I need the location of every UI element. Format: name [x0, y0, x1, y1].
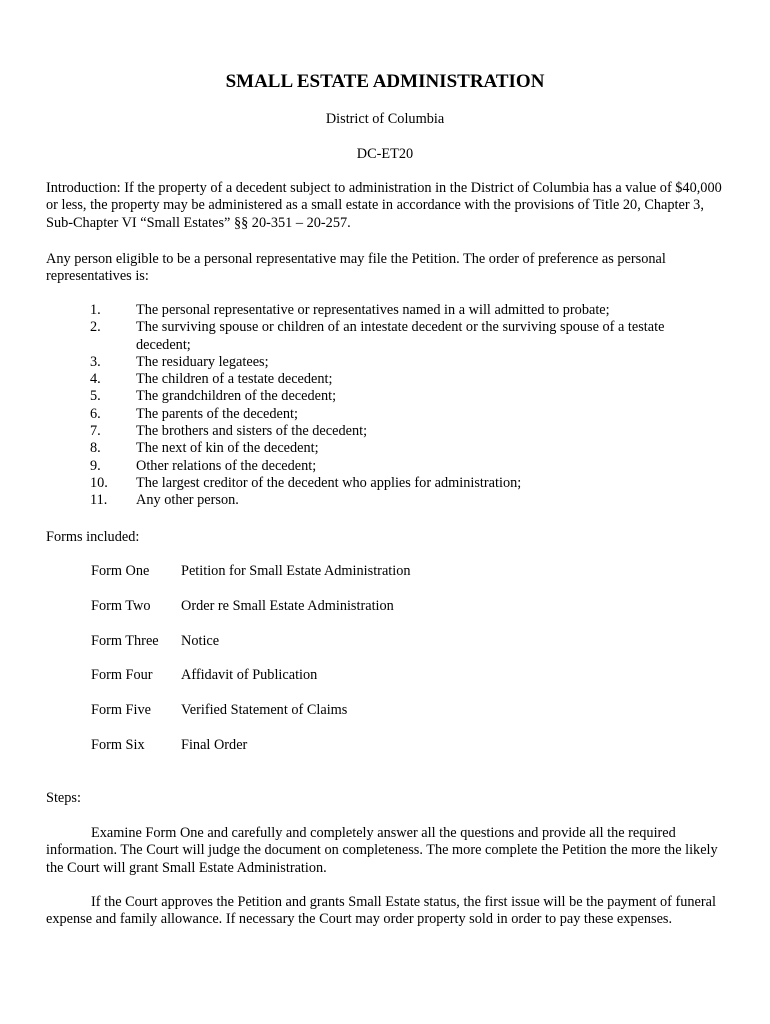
list-item-number: 7. [90, 423, 101, 440]
steps-heading: Steps: [46, 790, 81, 806]
form-entry [91, 598, 411, 633]
list-item-number: 9. [90, 457, 101, 474]
step-paragraph-1: Examine Form One and carefully and completely answer all the questions and provide all the required information. The Court will judge the document on completeness. The more complete the Petition the more the likely the Court will grant Small Estate Administration. [46, 825, 718, 876]
list-item-text: The surviving spouse or children of an intestate decedent or the surviving spouse of a testate decedent; [136, 319, 665, 353]
document-title: SMALL ESTATE ADMINISTRATION [225, 71, 545, 92]
form-name: Form Two [91, 597, 151, 614]
list-item [90, 492, 710, 509]
form-name: Form Four [91, 667, 153, 684]
form-entry [91, 702, 411, 737]
list-item [90, 371, 710, 388]
list-item [90, 440, 710, 457]
form-description: Order re Small Estate Administration [181, 597, 394, 614]
list-item-text: The parents of the decedent; [136, 405, 298, 422]
form-name: Form Three [91, 632, 159, 649]
form-description: Verified Statement of Claims [181, 702, 348, 719]
list-item [90, 302, 710, 319]
forms-list [91, 563, 411, 772]
jurisdiction-line: District of Columbia [325, 111, 445, 127]
form-description: Final Order [181, 736, 248, 753]
step-paragraph-2: If the Court approves the Petition and grants Small Estate status, the first issue will be the payment of funeral expense and family allowance. If necessary the Court may order property sold in order to pay these expenses. [46, 894, 716, 928]
list-item-text: The largest creditor of the decedent who applies for administration; [136, 474, 522, 491]
form-entry [91, 563, 411, 598]
form-description: Affidavit of Publication [181, 667, 318, 684]
form-entry [91, 667, 411, 702]
list-item-number: 6. [90, 405, 101, 422]
form-description: Notice [181, 632, 220, 649]
form-name: Form Five [91, 702, 151, 719]
list-item-number: 10. [90, 474, 108, 491]
list-item [90, 475, 710, 492]
list-item-text: The residuary legatees; [136, 353, 269, 370]
form-entry [91, 737, 411, 772]
list-item-number: 4. [90, 371, 101, 388]
form-description: Petition for Small Estate Administration [181, 563, 411, 579]
form-code-line: DC-ET20 [356, 146, 414, 162]
list-item-number: 11. [90, 492, 108, 509]
list-item-text: The personal representative or representatives named in a will admitted to probate; [136, 302, 610, 318]
list-item-text: The grandchildren of the decedent; [136, 388, 337, 405]
list-item-number: 1. [90, 302, 101, 318]
list-item-number: 8. [90, 440, 101, 457]
form-entry [91, 633, 411, 668]
list-item [90, 458, 710, 475]
list-item-text: The next of kin of the decedent; [136, 440, 319, 457]
list-item [90, 423, 710, 440]
list-item-text: Any other person. [136, 492, 239, 509]
forms-heading: Forms included: [46, 529, 140, 545]
list-item-number: 3. [90, 353, 101, 370]
list-item-text: Other relations of the decedent; [136, 457, 317, 474]
preference-list [90, 302, 710, 510]
list-item-number: 2. [90, 319, 101, 336]
form-name: Form Six [91, 736, 145, 753]
list-item-number: 5. [90, 388, 101, 405]
list-item-text: The brothers and sisters of the decedent; [136, 423, 368, 440]
introduction-paragraph: Introduction: If the property of a decedent subject to administration in the District of Columbia has a value of $40,000 or less, the property may be administered as a small estate in accordance with the provisions of Title 20, Chapter 3, Sub-Chapter VI “Small Estates” §§ 20-351 – 20-257. [46, 180, 722, 231]
list-item [90, 388, 710, 405]
list-item [90, 319, 710, 354]
list-item-text: The children of a testate decedent; [136, 371, 333, 388]
list-item [90, 354, 710, 371]
list-item [90, 406, 710, 423]
eligibility-paragraph: Any person eligible to be a personal representative may file the Petition. The order of preference as personal representatives is: [46, 251, 666, 285]
form-name: Form One [91, 563, 150, 579]
